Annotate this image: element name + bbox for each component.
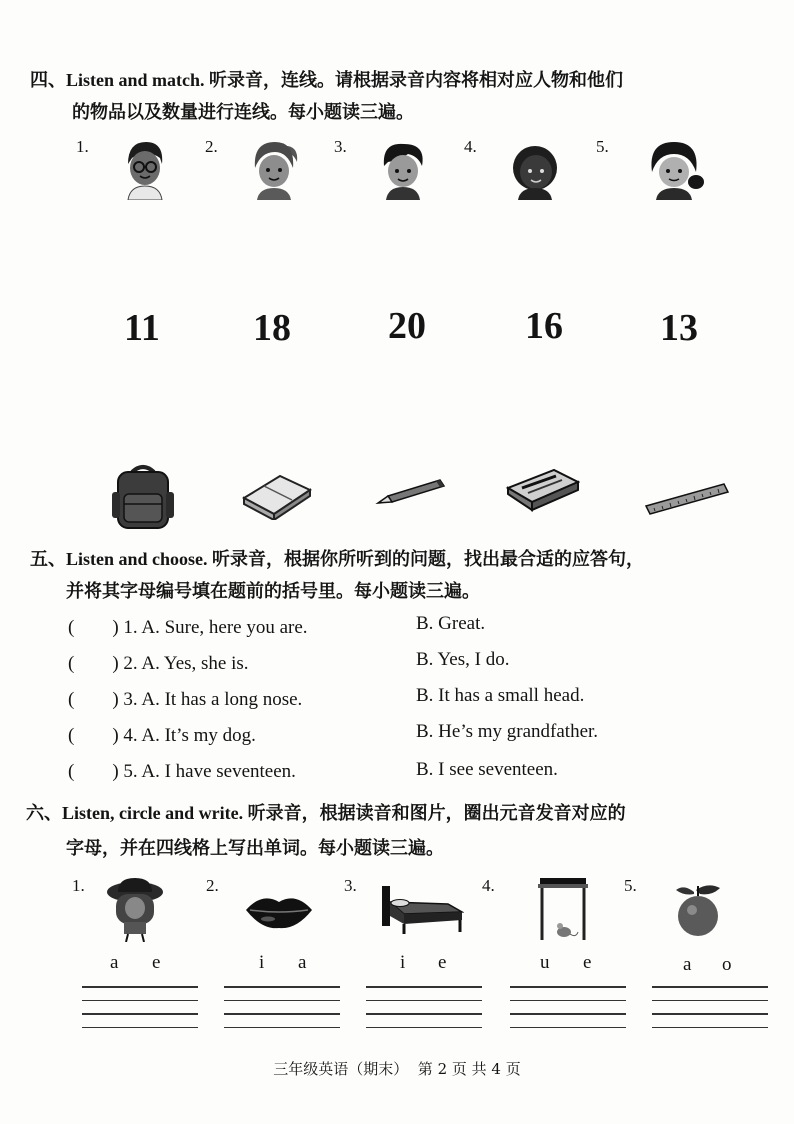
- answer-bracket-5[interactable]: ( ): [68, 761, 119, 782]
- bed-icon: [378, 880, 464, 941]
- section6-title: Listen, circle and write.: [62, 803, 244, 823]
- list-item: [68, 721, 748, 747]
- schoolbag-icon: [110, 462, 176, 535]
- option-a-4: 4. A. It’s my dog.: [123, 725, 256, 746]
- option-a-3: 3. A. It has a long nose.: [123, 689, 303, 710]
- section5-number: 五、: [30, 549, 66, 570]
- section4-number: 四、: [30, 70, 66, 91]
- option-b-5: B. I see seventeen.: [416, 759, 558, 780]
- four-line-grid-1[interactable]: [82, 986, 198, 1032]
- person-number-3: 3.: [334, 137, 347, 156]
- number-4: 16: [525, 305, 563, 347]
- girl-with-ponytail-icon: [247, 138, 303, 205]
- section4-title: Listen and match.: [66, 70, 205, 90]
- option-a-1: 1. A. Sure, here you are.: [123, 617, 308, 638]
- vowel-4a[interactable]: u: [540, 952, 550, 973]
- option-b-1: B. Great.: [416, 613, 486, 634]
- eraser-icon: [240, 470, 314, 525]
- section4-instruction-2: 的物品以及数量进行连线。每小题读三遍。: [72, 102, 414, 123]
- vowel-3a[interactable]: i: [400, 952, 406, 973]
- section6-heading: [26, 799, 626, 828]
- answer-bracket-4[interactable]: ( ): [68, 725, 119, 746]
- vowel-1a[interactable]: a: [110, 952, 119, 973]
- option-b-3: B. It has a small head.: [416, 685, 585, 706]
- answer-bracket-2[interactable]: ( ): [68, 653, 119, 674]
- lips-icon: [244, 892, 314, 935]
- answer-bracket-1[interactable]: ( ): [68, 617, 119, 638]
- item-number-5: 5.: [624, 876, 637, 895]
- item-number-2: 2.: [206, 876, 219, 895]
- option-a-2: 2. A. Yes, she is.: [123, 653, 249, 674]
- vowel-1b[interactable]: e: [152, 952, 161, 973]
- page-footer: 三年级英语（期末） 第 2 页 共 4 页: [273, 1060, 521, 1078]
- four-line-grid-2[interactable]: [224, 986, 340, 1032]
- ruler-icon: [644, 480, 730, 521]
- number-5: 13: [660, 307, 698, 349]
- person-number-2: 2.: [205, 137, 218, 156]
- section5-heading: [30, 545, 644, 574]
- boy-dark-hair-icon: [378, 140, 428, 205]
- answer-bracket-3[interactable]: ( ): [68, 689, 119, 710]
- vowel-5a[interactable]: a: [683, 954, 692, 975]
- list-item: [68, 613, 748, 639]
- number-2: 18: [253, 307, 291, 349]
- vowel-3b[interactable]: e: [438, 952, 447, 973]
- section6-instruction-1: 听录音，根据读音和图片，圈出元音发音对应的: [247, 803, 626, 824]
- orange-icon: [668, 882, 732, 943]
- option-a-5: 5. A. I have seventeen.: [123, 761, 296, 782]
- list-item: [68, 649, 748, 675]
- section5-instruction-1: 听录音，根据你所听到的问题，找出最合适的应答句，: [212, 549, 645, 570]
- pencil-box-icon: [504, 466, 580, 517]
- item-number-3: 3.: [344, 876, 357, 895]
- list-item: [68, 685, 748, 711]
- section4-instruction-1: 听录音，连线。请根据录音内容将相对应人物和他们: [209, 70, 624, 91]
- desk-with-mouse-icon: [534, 874, 592, 947]
- girl-black-hair-icon: [644, 138, 706, 205]
- number-1: 11: [124, 307, 160, 349]
- option-b-4: B. He’s my grandfather.: [416, 721, 599, 742]
- four-line-grid-5[interactable]: [652, 986, 768, 1032]
- vowel-5b[interactable]: o: [722, 954, 732, 975]
- person-number-1: 1.: [76, 137, 89, 156]
- list-item: [68, 761, 748, 783]
- section6-instruction-2: 字母，并在四线格上写出单词。每小题读三遍。: [66, 838, 444, 859]
- section4-heading: [30, 66, 623, 95]
- item-number-4: 4.: [482, 876, 495, 895]
- item-number-1: 1.: [72, 876, 85, 895]
- vowel-2b[interactable]: a: [298, 952, 307, 973]
- vowel-4b[interactable]: e: [583, 952, 592, 973]
- boy-with-glasses-icon: [120, 138, 170, 205]
- hat-icon: [104, 876, 166, 947]
- vowel-2a[interactable]: i: [259, 952, 265, 973]
- number-3: 20: [388, 305, 426, 347]
- section6-number: 六、: [26, 803, 62, 824]
- section5-instruction-2: 并将其字母编号填在题前的括号里。每小题读三遍。: [66, 581, 480, 602]
- person-number-5: 5.: [596, 137, 609, 156]
- four-line-grid-3[interactable]: [366, 986, 482, 1032]
- person-number-4: 4.: [464, 137, 477, 156]
- section5-title: Listen and choose.: [66, 549, 208, 569]
- boy-dark-skin-icon: [508, 142, 562, 205]
- option-b-2: B. Yes, I do.: [416, 649, 510, 670]
- four-line-grid-4[interactable]: [510, 986, 626, 1032]
- pencil-icon: [374, 476, 450, 513]
